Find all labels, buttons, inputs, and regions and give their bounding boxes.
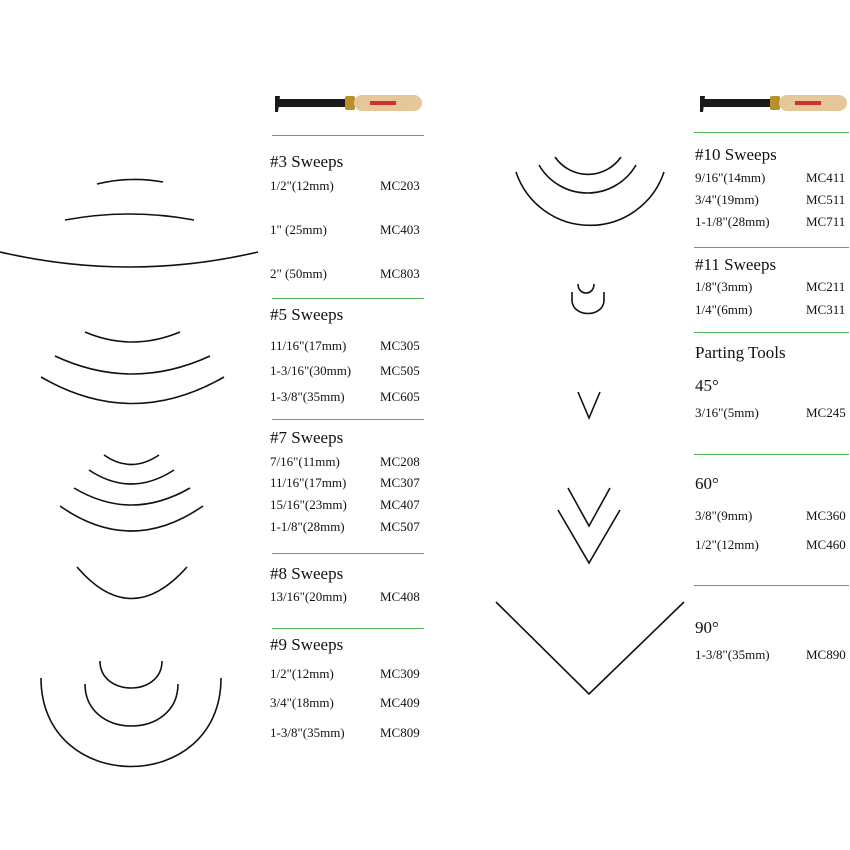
row-size: 1/4"(6mm) bbox=[695, 302, 753, 317]
row-size: 1/2"(12mm) bbox=[270, 666, 334, 681]
profile-sweep5-large bbox=[41, 377, 224, 404]
row-code: MC711 bbox=[806, 214, 846, 229]
profile-sweep3-medium bbox=[65, 214, 194, 220]
heading-sweep9: #9 Sweeps bbox=[270, 635, 344, 654]
row-size: 11/16"(17mm) bbox=[270, 475, 347, 490]
heading-sweep3: #3 Sweeps bbox=[270, 152, 344, 171]
profile-sweep10-small bbox=[555, 157, 621, 174]
row-size: 1/8"(3mm) bbox=[695, 279, 753, 294]
divider bbox=[272, 135, 424, 136]
profile-sweep7-large bbox=[60, 506, 203, 531]
row-code: MC360 bbox=[806, 508, 846, 523]
profile-sweep9-small bbox=[100, 661, 162, 688]
divider bbox=[272, 419, 424, 420]
profile-parting-60-small bbox=[568, 488, 610, 526]
divider bbox=[694, 247, 849, 248]
row-code: MC890 bbox=[806, 647, 846, 662]
row-code: MC505 bbox=[380, 363, 420, 378]
row-code: MC460 bbox=[806, 537, 846, 552]
profile-parting-45 bbox=[578, 392, 600, 418]
divider bbox=[694, 332, 849, 333]
divider bbox=[694, 132, 849, 133]
gouge-tool-icon bbox=[700, 95, 847, 112]
row-size: 1-1/8"(28mm) bbox=[695, 214, 770, 229]
row-size: 9/16"(14mm) bbox=[695, 170, 766, 185]
profile-sweep7-small bbox=[89, 470, 174, 484]
row-code: MC408 bbox=[380, 589, 420, 604]
profile-sweep3-small bbox=[97, 179, 163, 184]
row-size: 1-3/16"(30mm) bbox=[270, 363, 352, 378]
row-code: MC407 bbox=[380, 497, 420, 512]
row-size: 1/2"(12mm) bbox=[270, 178, 334, 193]
row-code: MC511 bbox=[806, 192, 846, 207]
row-code: MC409 bbox=[380, 695, 420, 710]
row-code: MC803 bbox=[380, 266, 420, 281]
row-size: 1-3/8"(35mm) bbox=[270, 725, 345, 740]
row-code: MC203 bbox=[380, 178, 420, 193]
heading-sweep8: #8 Sweeps bbox=[270, 564, 344, 583]
row-size: 1-3/8"(35mm) bbox=[695, 647, 770, 662]
row-code: MC507 bbox=[380, 519, 420, 534]
gouge-tool-icon bbox=[275, 95, 422, 112]
heading-sweep11: #11 Sweeps bbox=[695, 255, 777, 274]
profile-sweep11-large bbox=[572, 292, 604, 314]
heading-sweep7: #7 Sweeps bbox=[270, 428, 344, 447]
heading-parting-45: 45° bbox=[695, 376, 719, 395]
row-size: 7/16"(11mm) bbox=[270, 454, 340, 469]
row-code: MC403 bbox=[380, 222, 420, 237]
divider bbox=[694, 585, 849, 586]
profile-sweep9-medium bbox=[85, 684, 178, 726]
row-code: MC211 bbox=[806, 279, 846, 294]
divider bbox=[272, 298, 424, 299]
row-size: 3/4"(18mm) bbox=[270, 695, 334, 710]
row-code: MC309 bbox=[380, 666, 420, 681]
row-size: 13/16"(20mm) bbox=[270, 589, 347, 604]
row-size: 11/16"(17mm) bbox=[270, 338, 347, 353]
profile-sweep11-small bbox=[578, 284, 594, 293]
heading-parting-60: 60° bbox=[695, 474, 719, 493]
profile-parting-90 bbox=[496, 602, 684, 694]
row-size: 1-1/8"(28mm) bbox=[270, 519, 345, 534]
row-code: MC809 bbox=[380, 725, 420, 740]
profile-sweep5-medium bbox=[55, 356, 210, 374]
row-size: 1" (25mm) bbox=[270, 222, 327, 237]
divider bbox=[272, 628, 424, 629]
profile-sweep8 bbox=[77, 567, 187, 599]
row-size: 15/16"(23mm) bbox=[270, 497, 347, 512]
profile-sweep7-medium bbox=[74, 488, 190, 505]
profile-sweep5-small bbox=[85, 332, 180, 342]
row-code: MC305 bbox=[380, 338, 420, 353]
row-size: 3/4"(19mm) bbox=[695, 192, 759, 207]
row-code: MC245 bbox=[806, 405, 846, 420]
row-code: MC307 bbox=[380, 475, 420, 490]
row-code: MC311 bbox=[806, 302, 846, 317]
profile-sweep10-large bbox=[516, 172, 664, 225]
row-size: 1/2"(12mm) bbox=[695, 537, 759, 552]
heading-sweep5: #5 Sweeps bbox=[270, 305, 344, 324]
heading-sweep10: #10 Sweeps bbox=[695, 145, 777, 164]
row-code: MC605 bbox=[380, 389, 420, 404]
divider bbox=[694, 454, 849, 455]
row-size: 3/8"(9mm) bbox=[695, 508, 753, 523]
profile-sweep10-medium bbox=[539, 165, 636, 193]
row-code: MC208 bbox=[380, 454, 420, 469]
profile-parting-60-large bbox=[558, 510, 620, 563]
row-code: MC411 bbox=[806, 170, 846, 185]
heading-parting-90: 90° bbox=[695, 618, 719, 637]
profile-sweep7-xs bbox=[104, 455, 159, 465]
row-size: 1-3/8"(35mm) bbox=[270, 389, 345, 404]
profile-sweep9-large bbox=[41, 678, 221, 767]
profile-sweep3-large bbox=[0, 252, 258, 267]
row-size: 3/16"(5mm) bbox=[695, 405, 759, 420]
heading-parting-tools: Parting Tools bbox=[695, 343, 786, 362]
row-size: 2" (50mm) bbox=[270, 266, 327, 281]
divider bbox=[272, 553, 424, 554]
